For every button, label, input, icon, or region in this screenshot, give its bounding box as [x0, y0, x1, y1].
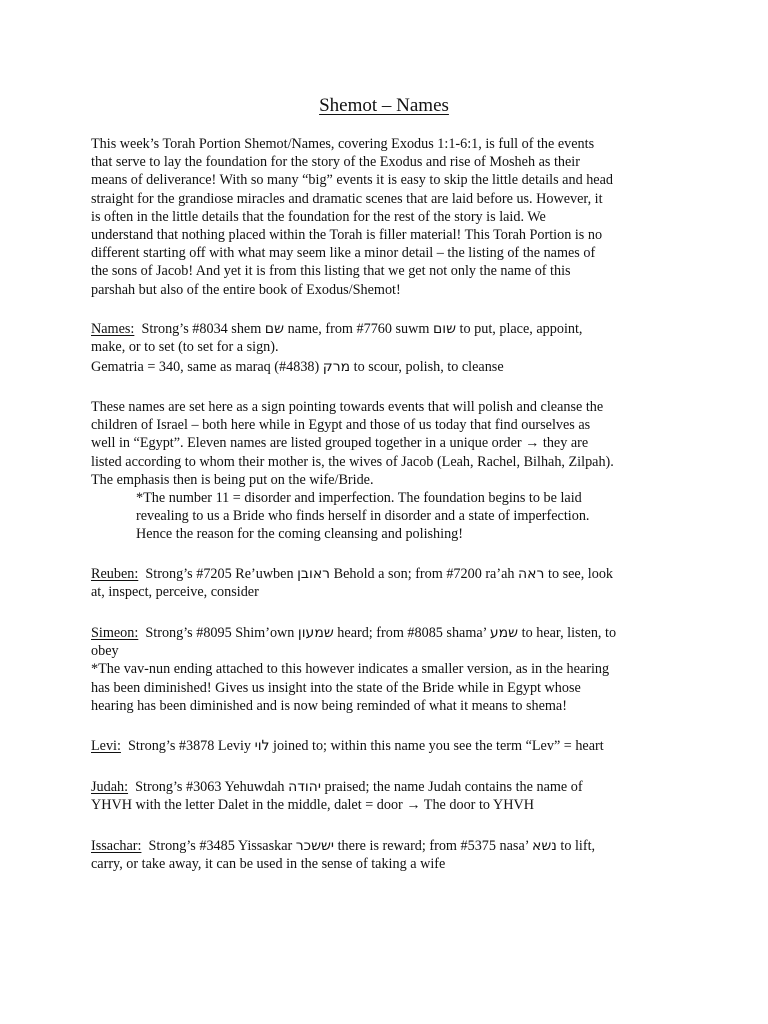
simeon-line-1 — [91, 624, 691, 642]
signs-line: well in “Egypt”. Eleven names are listed grouped together in a unique order → they are — [91, 435, 589, 452]
hebrew-word: מרק — [322, 359, 351, 376]
issachar-line-1 — [91, 837, 691, 855]
hebrew-word: שום — [432, 321, 456, 337]
simeon-text: to hear, listen, to — [518, 625, 617, 641]
levi-text: joined to; within this name you see the term “Lev” = heart — [269, 738, 604, 754]
intro-line: straight for the grandiose miracles and dramatic scenes that are laid before us. However, it — [91, 190, 603, 207]
intro-line: This week’s Torah Portion Shemot/Names, covering Exodus 1:1-6:1, is full of the events — [91, 136, 595, 152]
issachar-text: Strong’s #3485 Yissaskar — [141, 838, 296, 854]
reuben-text: to see, look — [544, 566, 614, 582]
simeon-line-2: obey — [91, 643, 119, 660]
signs-line: listed according to whom their mother is, the wives of Jacob (Leah, Rachel, Bilhah, Zilpah). — [91, 453, 614, 470]
issachar-section — [91, 837, 691, 873]
names-text: name, from #7760 suwm — [284, 321, 433, 337]
intro-line: means of deliverance! With so many “big” events it is easy to skip the little details and head — [91, 172, 613, 189]
intro-line: different starting off with what may seem like a minor detail – the listing of the names of — [91, 245, 596, 262]
reuben-text: Behold a son; from #7200 ra’ah — [330, 566, 519, 582]
gematria-line — [91, 358, 691, 376]
levi-text: Strong’s #3878 Leviy — [120, 738, 255, 754]
page-title: Shemot – Names — [319, 95, 449, 116]
intro-line: that serve to lay the foundation for the story of the Exodus and rise of Mosheh as their — [91, 154, 580, 171]
issachar-line-2: carry, or take away, it can be used in the sense of taking a wife — [91, 856, 446, 873]
names-term: Names: — [91, 321, 135, 337]
signs-line: The emphasis then is being put on the wife/Bride. — [91, 471, 374, 488]
signs-note-line: Hence the reason for the coming cleansing and polishing! — [136, 526, 463, 543]
signs-line: These names are set here as a sign pointing towards events that will polish and cleanse the — [91, 399, 604, 415]
judah-line-2: YHVH with the letter Dalet in the middle, dalet = door → The door to YHVH — [91, 797, 534, 814]
judah-text: Strong’s #3063 Yehuwdah — [128, 779, 289, 795]
signs-note-line: revealing to us a Bride who finds herself in disorder and a state of imperfection. — [136, 508, 590, 525]
simeon-term: Simeon: — [91, 625, 139, 641]
intro-line: is often in the little details that the foundation for the rest of the story is laid. We — [91, 208, 546, 225]
signs-note-line: *The number 11 = disorder and imperfection. The foundation begins to be laid — [136, 489, 582, 506]
reuben-line-2: at, inspect, perceive, consider — [91, 584, 259, 601]
simeon-text: Strong’s #8095 Shim’own — [138, 625, 298, 641]
levi-section — [91, 737, 691, 755]
judah-line-1 — [91, 778, 691, 796]
levi-line-1 — [91, 737, 691, 755]
signs-paragraph — [91, 398, 691, 544]
reuben-term: Reuben: — [91, 566, 139, 582]
intro-line: understand that nothing placed within the Torah is filler material! This Torah Portion is no — [91, 226, 603, 243]
simeon-note-line: *The vav-nun ending attached to this however indicates a smaller version, as in the hearing — [91, 661, 610, 678]
issachar-term: Issachar: — [91, 838, 142, 854]
judah-term: Judah: — [91, 779, 129, 795]
hebrew-word: נשא — [531, 838, 557, 854]
intro-paragraph — [91, 135, 691, 299]
simeon-note-line: has been diminished! Gives us insight into the state of the Bride while in Egypt whose — [91, 679, 581, 696]
gematria-text: to scour, polish, to cleanse — [350, 359, 504, 376]
simeon-section — [91, 624, 691, 715]
hebrew-word: יששכר — [295, 838, 335, 854]
levi-term: Levi: — [91, 738, 121, 754]
names-line-2: make, or to set (to set for a sign). — [91, 339, 279, 356]
issachar-text: there is reward; from #5375 nasa’ — [334, 838, 532, 854]
reuben-line-1 — [91, 565, 691, 583]
hebrew-word: לוי — [254, 738, 270, 754]
judah-text: praised; the name Judah contains the name of — [320, 779, 583, 795]
judah-section — [91, 778, 691, 814]
names-line-1 — [91, 320, 691, 338]
signs-line: children of Israel – both here while in Egypt and those of us today that find ourselves as — [91, 417, 591, 434]
hebrew-word: ראובן — [297, 566, 331, 582]
issachar-text: to lift, — [556, 838, 596, 854]
intro-line: the sons of Jacob! And yet it is from this listing that we get not only the name of this — [91, 263, 571, 280]
reuben-section — [91, 565, 691, 601]
hebrew-word: שמע — [489, 625, 519, 641]
intro-line: parshah but also of the entire book of Exodus/Shemot! — [91, 281, 401, 298]
hebrew-word: ראה — [518, 566, 545, 582]
reuben-text: Strong’s #7205 Re’uwben — [138, 566, 298, 582]
hebrew-word: שם — [264, 321, 285, 337]
simeon-text: heard; from #8085 shama’ — [333, 625, 490, 641]
gematria-text: Gematria = 340, same as maraq (#4838) — [91, 359, 323, 376]
names-text: Strong’s #8034 shem — [134, 321, 265, 337]
names-text: to put, place, appoint, — [456, 321, 583, 337]
simeon-note-line: hearing has been diminished and is now being reminded of what it means to shema! — [91, 697, 567, 714]
names-section — [91, 320, 691, 377]
hebrew-word: יהודה — [288, 779, 321, 795]
hebrew-word: שמעון — [297, 625, 334, 641]
